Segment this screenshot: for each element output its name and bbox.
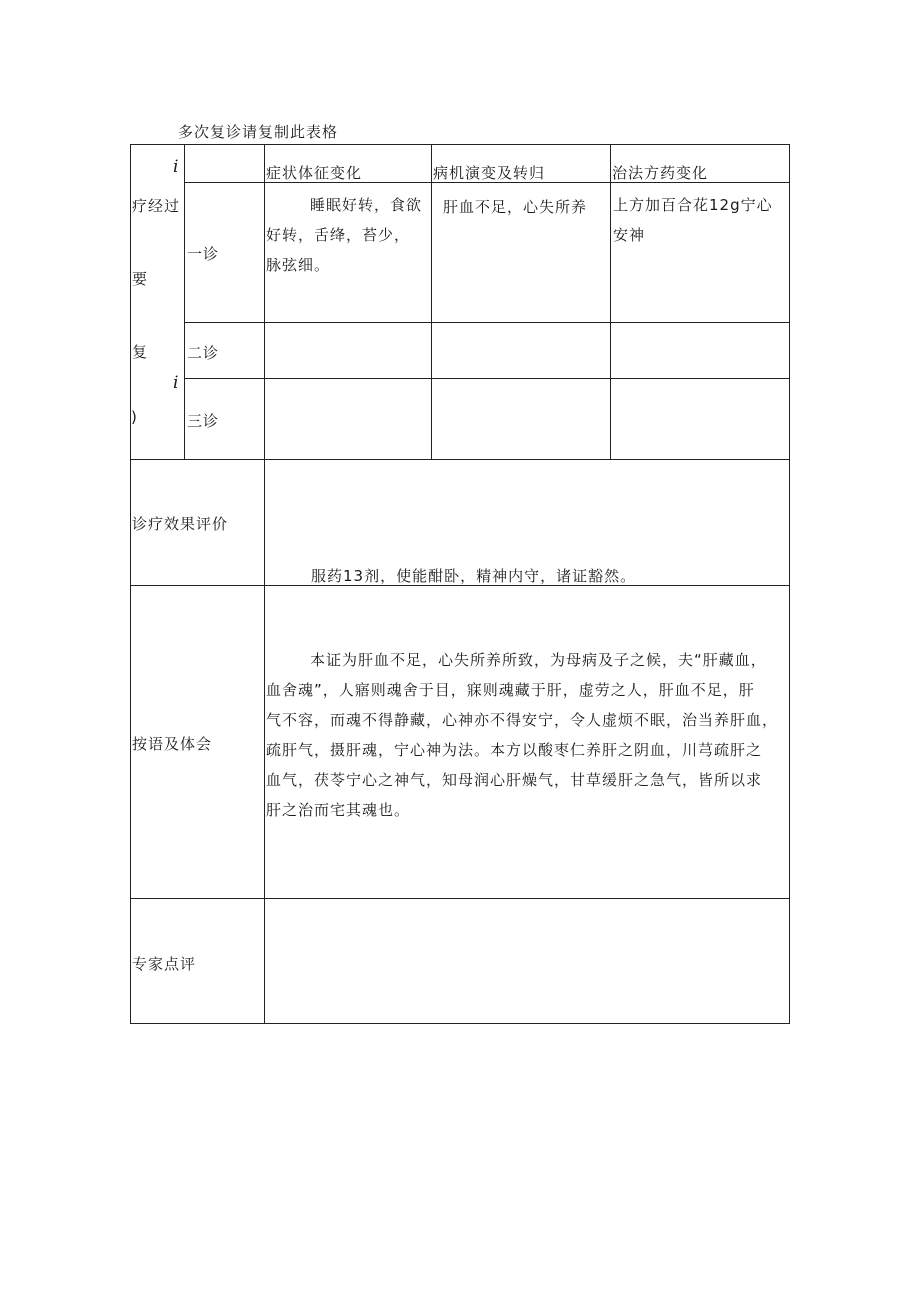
commentary-label: 按语及体会	[132, 735, 213, 753]
text-line: 血气，茯苓宁心之神气，知母润心肝燥气，甘草缓肝之急气，皆所以求	[266, 771, 763, 789]
visit-label: 二诊	[187, 344, 220, 362]
commentary-content	[266, 645, 788, 825]
table-border-bottom	[130, 1023, 790, 1024]
header-symptoms: 症状体征变化	[266, 164, 363, 182]
left-column-fragment: 要	[132, 270, 149, 288]
visit1-treatment	[613, 190, 789, 250]
table-border-right	[789, 144, 790, 1024]
header-pathogenesis: 病机演变及转归	[433, 164, 546, 182]
text-line: 脉弦细。	[266, 256, 331, 274]
evaluation-content: 服药13剂，使能酣卧，精神内守，诸证豁然。	[311, 567, 637, 585]
commentary-row-divider	[130, 898, 790, 899]
table-border-top	[130, 144, 790, 145]
visit-label: 三诊	[187, 412, 220, 430]
text-line: 安神	[613, 226, 646, 244]
visit1-symptoms	[266, 190, 428, 280]
text-line: 疏肝气，摄肝魂，宁心神为法。本方以酸枣仁养肝之阴血，川芎疏肝之	[266, 741, 763, 759]
table-caption: 多次复诊请复制此表格	[178, 123, 339, 141]
text-line: 血舍魂”，人寤则魂舍于目，寐则魂藏于肝，虚劳之人，肝血不足，肝	[266, 681, 755, 699]
left-column-fragment: i	[173, 373, 179, 393]
visit1-row-divider	[184, 322, 790, 323]
visit1-pathogenesis: 肝血不足，心失所养	[443, 198, 588, 216]
visit-section-divider	[130, 459, 790, 460]
left-column-fragment: )	[131, 408, 138, 426]
text-line: 肝之治而宅其魂也。	[266, 801, 411, 819]
visit-label: 一诊	[187, 245, 220, 263]
text-line: 睡眠好转，食欲	[310, 196, 423, 214]
symptoms-column-divider	[431, 144, 432, 460]
left-column-fragment: 疗经过	[132, 197, 181, 215]
text-line: 上方加百合花12g宁心	[613, 196, 773, 214]
visit2-row-divider	[184, 378, 790, 379]
header-treatment: 治法方药变化	[612, 164, 709, 182]
text-line: 好转，舌绛，苔少，	[266, 226, 411, 244]
left-column-fragment: i	[173, 157, 179, 177]
table-border-left	[130, 144, 131, 1024]
treatment-column-divider	[610, 144, 611, 460]
left-column-fragment: 复	[132, 343, 149, 361]
section-label-divider	[184, 144, 185, 460]
text-line: 本证为肝血不足，心失所养所致，为母病及子之候，夫“肝藏血，	[310, 651, 767, 669]
evaluation-label: 诊疗效果评价	[132, 515, 229, 533]
expert-review-label: 专家点评	[132, 955, 197, 973]
visit-label-divider	[264, 144, 265, 1024]
text-line: 气不容，而魂不得静藏，心神亦不得安宁，令人虚烦不眠，治当养肝血，	[266, 711, 779, 729]
